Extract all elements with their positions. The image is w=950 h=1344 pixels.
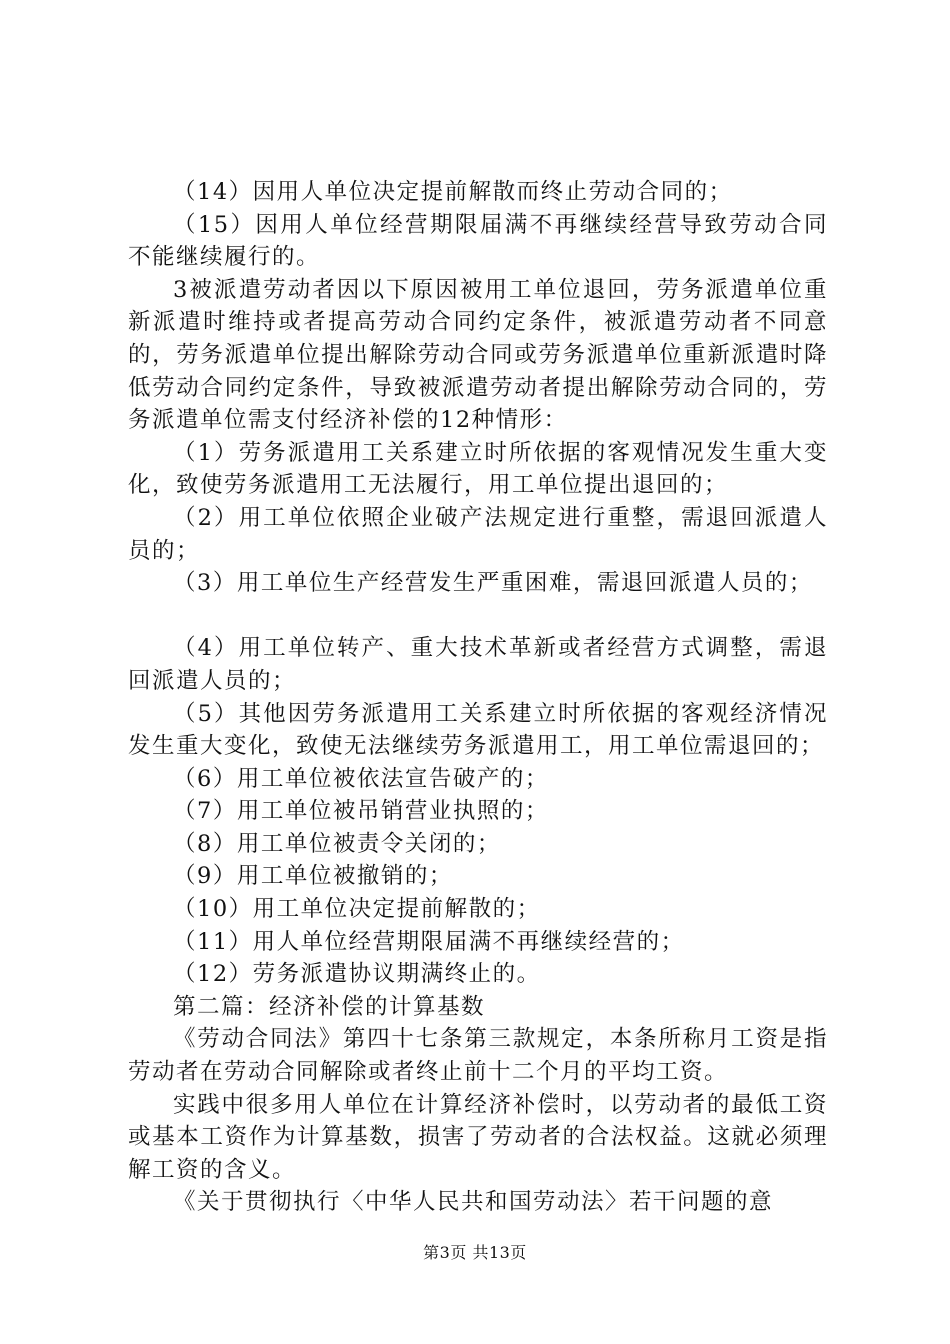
paragraph-item-9: （9）用工单位被撤销的；: [173, 863, 453, 890]
paragraph-item-12: （12）劳务派遣协议期满终止的。: [173, 961, 541, 988]
paragraph-item-2: （2）用工单位依照企业破产法规定进行重整，需退回派遣人员的；: [128, 504, 828, 564]
paragraph-opinion-start: 《关于贯彻执行〈中华人民共和国劳动法〉若干问题的意: [173, 1189, 774, 1216]
paragraph-section-3-intro: 3被派遣劳动者因以下原因被用工单位退回，劳务派遣单位重新派遣时维持或者提高劳动合同约定条件，被派遣劳动者不同意的，劳务派遣单位提出解除劳动合同或劳务派遣单位重新派遣时降低劳动合同约定条件，导致被派遣劳动者提出解除劳动合同的，劳务派遣单位需支付经济补偿的12种情形：: [128, 276, 828, 434]
paragraph-item-4: （4）用工单位转产、重大技术革新或者经营方式调整，需退回派遣人员的；: [128, 635, 828, 694]
blank-line: [128, 600, 828, 633]
paragraph-practice: 实践中很多用人单位在计算经济补偿时，以劳动者的最低工资或基本工资作为计算基数，损害了劳动者的合法权益。这就必须理解工资的含义。: [128, 1091, 828, 1183]
page-footer: 第3页 共13页: [423, 1243, 527, 1262]
paragraph-item-11: （11）用人单位经营期限届满不再继续经营的；: [173, 928, 685, 955]
paragraph-item-7: （7）用工单位被吊销营业执照的；: [173, 798, 549, 825]
paragraph-item-8: （8）用工单位被责令关闭的；: [173, 830, 501, 857]
paragraph-item-15: （15）因用人单位经营期限届满不再继续经营导致劳动合同不能继续履行的。: [128, 211, 828, 271]
paragraph-item-5: （5）其他因劳务派遣用工关系建立时所依据的客观经济情况发生重大变化，致使无法继续劳务派遣用工，用工单位需退回的；: [128, 700, 828, 760]
paragraph-item-3: （3）用工单位生产经营发生严重困难，需退回派遣人员的；: [173, 570, 813, 597]
document-body: [128, 176, 828, 1219]
paragraph-item-6: （6）用工单位被依法宣告破产的；: [173, 765, 549, 792]
section-heading: 第二篇：经济补偿的计算基数: [173, 993, 486, 1020]
paragraph-item-14: （14）因用人单位决定提前解散而终止劳动合同的；: [173, 179, 733, 205]
paragraph-item-10: （10）用工单位决定提前解散的；: [173, 896, 541, 923]
paragraph-item-1: （1）劳务派遣用工关系建立时所依据的客观情况发生重大变化，致使劳务派遣用工无法履行，用工单位提出退回的；: [128, 439, 828, 499]
paragraph-labor-law-article: 《劳动合同法》第四十七条第三款规定，本条所称月工资是指劳动者在劳动合同解除或者终止前十二个月的平均工资。: [128, 1026, 828, 1086]
